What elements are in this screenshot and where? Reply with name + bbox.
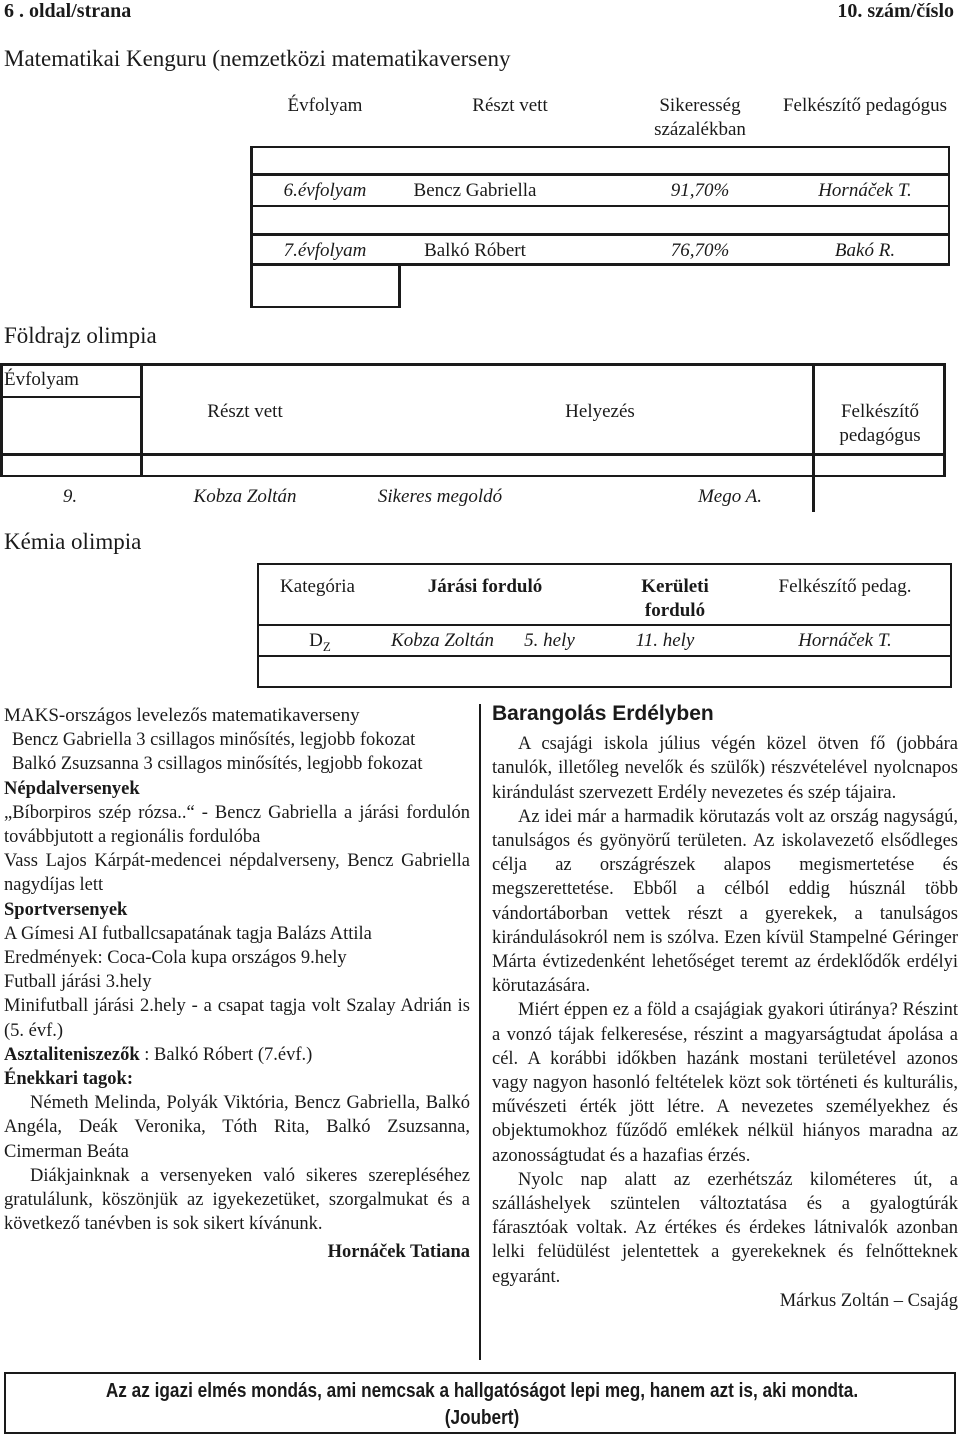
kenguru-header-sikeresseg: Sikeresség százalékban	[654, 95, 746, 140]
kenguru-row1-teacher: Hornáček T.	[818, 180, 912, 201]
enek-text: Németh Melinda, Polyák Viktória, Bencz Gabriella, Balkó Angéla, Deák Veronika, Tóth Rita, Balkó Zsuzsanna, Cimerman Beáta	[4, 1093, 470, 1162]
kenguru-row1-percent: 91,70%	[670, 180, 730, 201]
kemia-header-jarasi: Járási forduló	[427, 576, 543, 597]
left-column	[4, 704, 470, 1265]
foldrajz-header-pedagogus: Felkészítő pedagógus	[839, 401, 921, 446]
column-divider	[479, 704, 481, 1360]
foldrajz-title: Földrajz olimpia	[4, 323, 157, 348]
foldrajz-row-teacher: Mego A.	[697, 486, 763, 507]
quote-box	[4, 1372, 956, 1434]
closing-text: Diákjainknak a versenyeken való sikeres szerepléséhez gratulálunk, köszönjük az igyekezetüket, szorgalmukat és a következő tanévben is sok sikert kívánunk.	[4, 1165, 470, 1235]
article-paragraph-1: A csajági iskola július végén közel ötven fő (jobbára tanulók, illetőleg nevelők és szülők) részvételével nyolcnapos kirándulást szervezett Erdély nevezetes és szép tájaira.	[492, 734, 958, 803]
asztali-title: Asztaliteniszezők	[4, 1044, 140, 1065]
asztali-line: Asztaliteniszezők : Balkó Róbert (7.évf.)	[4, 1044, 313, 1065]
sport-title: Sportversenyek	[4, 899, 128, 920]
sport-line-3: Futball járási 3.hely	[4, 972, 152, 993]
kemia-row-teacher: Hornáček T.	[798, 630, 892, 651]
sport-line-1: A Gímesi AI futballcsapatának tagja Balázs Attila	[4, 923, 372, 944]
kemia-row-keruleti: 11. hely	[635, 630, 695, 651]
foldrajz-row-name: Kobza Zoltán	[193, 486, 297, 507]
maks-title: MAKS-országos levelezős matematikaverseny	[4, 705, 360, 726]
kemia-row-name: Kobza Zoltán	[391, 630, 494, 651]
kemia-table	[0, 0, 960, 690]
kenguru-header-reszt-vett: Részt vett	[472, 95, 548, 116]
kenguru-row2-name: Balkó Róbert	[424, 240, 526, 261]
article-paragraph-3: Miért éppen ez a föld a csajágiak gyakori útiránya? Részint a vonzó tájak felkeresése, részint a magyarságtudat ápolása a cél. A korábbi időkben hazánk mostani területével azonos vagy nagyon hasonló feltételek közt sok történeti és kulturális, művészeti érték jött létre. A nevezetes személyekhez és objektumokhoz fűződő emlékek nélkül hiányos maradna az azonosságtudat és a hazafias érzés.	[492, 1000, 958, 1166]
foldrajz-row-evfolyam: 9.	[62, 486, 78, 507]
article-signature: Márkus Zoltán – Csajág	[779, 1290, 958, 1311]
right-column	[492, 702, 958, 1313]
maks-line-2: Balkó Zsuzsanna 3 csillagos minősítés, legjobb fokozat	[12, 754, 423, 775]
enek-title: Énekkari tagok:	[4, 1069, 134, 1090]
issue-number: 10. szám/číslo	[837, 0, 954, 22]
sport-line-2: Eredmények: Coca-Cola kupa országos 9.hely	[4, 948, 347, 969]
page-number: 6 . oldal/strana	[4, 0, 132, 22]
kenguru-row1-name: Bencz Gabriella	[413, 180, 537, 201]
kemia-header-pedag: Felkészítő pedag.	[778, 576, 912, 597]
nepdal-text-1: „Bíborpiros szép rózsa..“ - Bencz Gabriella a járási fordulón továbbjutott a regionális fordulóba	[4, 802, 470, 848]
kemia-header-keruleti: Kerületi forduló	[641, 576, 709, 621]
nepdal-text-2: Vass Lajos Kárpát-medencei népdalverseny, Bencz Gabriella nagydíjas lett	[4, 851, 470, 896]
kenguru-row2-teacher: Bakó R.	[834, 240, 896, 261]
article-title: Barangolás Erdélyben	[492, 702, 714, 725]
kemia-title: Kémia olimpia	[4, 529, 142, 554]
quote-author: (Joubert)	[444, 1407, 520, 1429]
article-paragraph-4: Nyolc nap alatt az ezerhétszáz kilométeres út, a szálláshelyek szüntelen változtatása és a gyalogtúrák fárasztóak voltak. Az értékes és érdekes látnivalók azonban lelki felüdülést jelentettek a gyerekeknek és felnőtteknek egyaránt.	[492, 1169, 958, 1287]
foldrajz-header-reszt-vett: Részt vett	[207, 401, 283, 422]
maks-line-1: Bencz Gabriella 3 csillagos minősítés, legjobb fokozat	[12, 730, 416, 751]
kenguru-header-pedagogus: Felkészítő pedagógus	[782, 95, 948, 116]
kemia-row-category: $D_Z$	[309, 630, 331, 654]
kemia-row-jarasi: 5. hely	[524, 630, 575, 651]
foldrajz-header-evfolyam: Évfolyam	[4, 369, 79, 390]
kenguru-row2-evfolyam: 7.évfolyam	[283, 240, 367, 261]
kenguru-row2-percent: 76,70%	[670, 240, 730, 261]
foldrajz-header-helyezes: Helyezés	[565, 401, 635, 422]
quote-text: Az az igazi elmés mondás, ami nemcsak a hallgatóságot lepi meg, hanem azt is, aki mondta.	[105, 1380, 859, 1402]
sport-line-4: Minifutball járási 2.hely - a csapat tagja volt Szalay Adrián is (5. évf.)	[4, 996, 470, 1041]
nepdal-title: Népdalversenyek	[4, 778, 140, 799]
foldrajz-row-result: Sikeres megoldó	[377, 486, 503, 507]
kenguru-row1-evfolyam: 6.évfolyam	[283, 180, 367, 201]
kenguru-title: Matematikai Kenguru (nemzetközi matematikaverseny	[4, 46, 511, 71]
kemia-header-kategoria: Kategória	[280, 576, 355, 597]
kenguru-header-evfolyam: Évfolyam	[287, 95, 363, 116]
left-signature: Hornáček Tatiana	[327, 1242, 470, 1263]
article-paragraph-2: Az idei már a harmadik körutazás volt az ország nagyságú, tanulságos és gyönyörű területen. Az iskolavezető elsődleges célja az országrészek alapos megismertetése és megszerettetése. Ebből a célból eddig húsznál több vándortáborban vettek részt a gyerekek, a tanulságos kirándulásokról nem is szólva. Ezen kívül Stampelné Géringer Márta évtizedenként lehetőséget teremt az érdeklődők erdélyi körutazására.	[492, 806, 958, 997]
